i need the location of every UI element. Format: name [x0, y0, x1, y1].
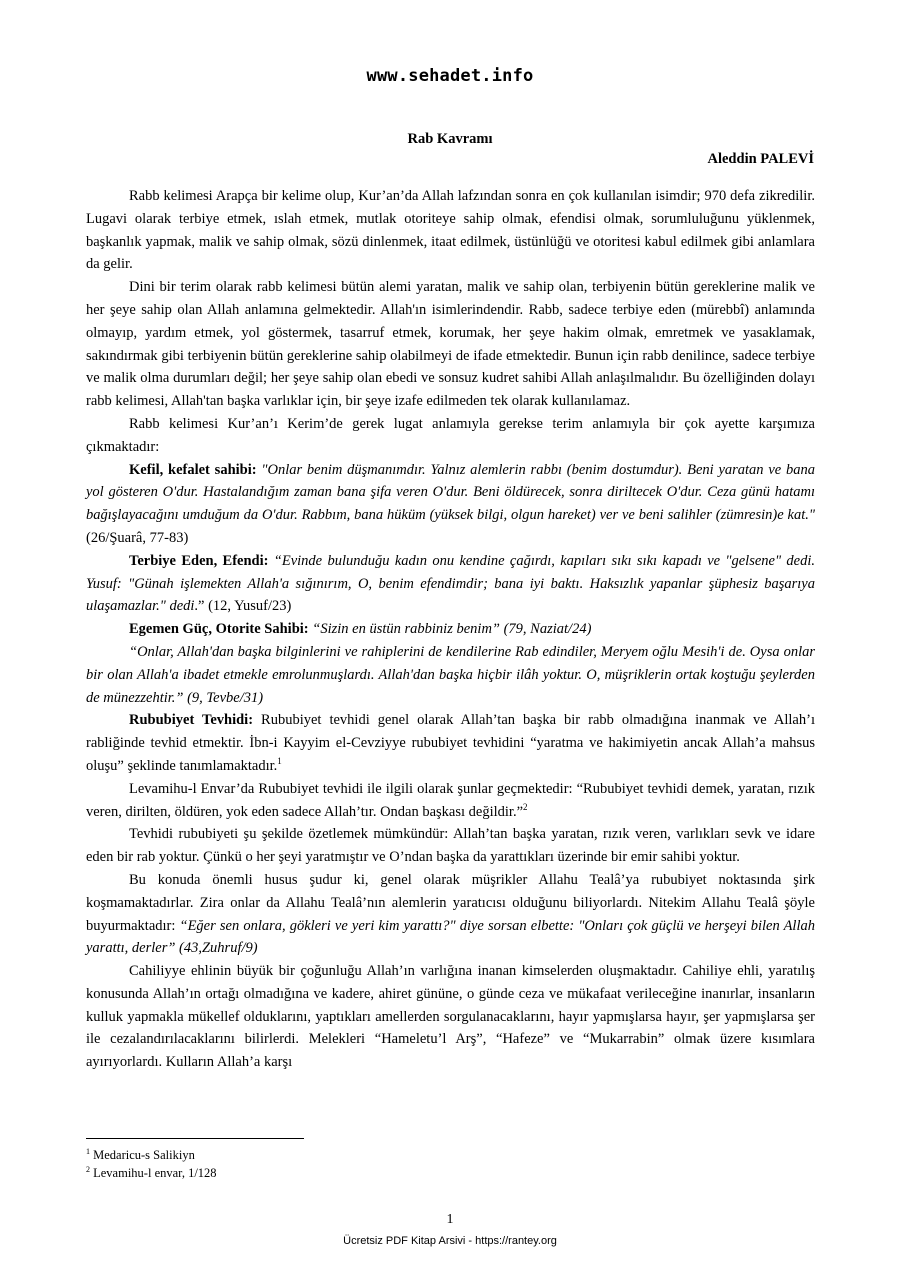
document-author: Aleddin PALEVİ — [707, 151, 814, 167]
footnote — [86, 1164, 217, 1182]
quotation: "Onlar benim düşmanımdır. Yalnız alemlerin rabbı (benim dostumdur). Beni yaratan ve bana yol gösteren O'dur. Hastalandığım zaman bana şifa veren O'dur. Beni öldürecek, sonra diriltecek O'dur. Ceza günü hatamı bağışlayacağını umduğum da O'dur. Rabbım, bana hüküm (yüksek bilgi, olgun hareket) ver ve beni salihler (zümresin)e kat." — [86, 461, 816, 524]
footnote-number: 2 — [86, 1164, 90, 1174]
paragraph — [86, 960, 815, 1074]
paragraph-heading: Kefil, kefalet sahibi: — [129, 461, 257, 478]
quotation: “Sizin en üstün rabbiniz benim” (79, Naziat/24) — [308, 621, 592, 638]
quotation: “Onlar, Allah'dan başka bilginlerini ve rahiplerini de kendilerine Rab edindiler, Meryem oğlu Mesih'i de. Oysa onlar bir olan Allah'a ibadet etmekle emrolunmuşlardı. Allah'dan başka hiçbir ilâh yoktur. O, müşriklerin ortak koştuğu şeylerden de münezzehtir.” (9, Tevbe/31) — [86, 643, 815, 706]
page-number: 1 — [446, 1212, 454, 1227]
paragraph-text: Rabb kelimesi Kur’an’ı Kerim’de gerek lugat anlamıyla gerekse terim anlamıyla bir çok ayette karşımıza çıkmaktadır: — [86, 415, 815, 455]
citation: .” (12, Yusuf/23) — [194, 598, 292, 615]
paragraph-heading: Rububiyet Tevhidi: — [129, 712, 254, 729]
quotation: “Evinde bulunduğu kadın onu kendine çağırdı, kapıları sıkı sıkı kapadı ve "gelsene" dedi. Yusuf: "Günah işlemekten Allah'a sığınırım, O, benim efendimdir; bana iyi baktı. Haksızlık yapanlar şüphesiz başarıya ulaşamazlar." dedi — [86, 552, 815, 615]
paragraph — [86, 185, 815, 276]
body-text — [86, 185, 815, 1074]
paragraph — [86, 823, 815, 869]
footnote-text: Medaricu-s Salikiyn — [90, 1148, 195, 1162]
paragraph-text: Dini bir terim olarak rabb kelimesi bütün alemi yaratan, malik ve sahip olan, terbiyenin bütün gereklerine malik ve her şeye sahip olan Allah anlamına gelmektedir. Allah'ın isimlerindendir. Rabb, sadece terbiye eden (mürebbî) anlamında olmayıp, yardım etmek, yol göstermek, tasarruf etmek, korumak, her şeye hakim olmak, emretmek ve yasaklamak, sakındırmak gibi terbiyenin bütün gereklerine sahip olabilmeyi de ifade etmektedir. Bunun için rabb denilince, sadece terbiye ve malik olma durumları değil; her şeye sahip olan ebedi ve sonsuz kudret sahibi Allah anlaşılmalıdır. Bu özelliğinden dolayı rabb kelimesi, Allah'tan başka varlıklar için, bir şeye izafe edilmeden tek olarak kullanılamaz. — [86, 279, 815, 410]
paragraph-heading: Egemen Güç, Otorite Sahibi: — [129, 621, 309, 638]
paragraph — [86, 709, 815, 777]
paragraph — [86, 413, 815, 459]
footnotes — [86, 1146, 217, 1182]
paragraph — [86, 618, 815, 641]
paragraph — [86, 869, 815, 960]
paragraph-text: Bu konuda önemli husus şudur ki, genel olarak müşrikler Allahu Tealâ’ya rububiyet noktasında şirk koşmamaktadırlar. Zira onlar da Allahu Tealâ’nın alemlerin yaratıcısı olduğunu biliyorlardı. Nitekim Allahu Tealâ şöyle buyurmaktadır: — [86, 871, 815, 934]
page-footer: Ücretsiz PDF Kitap Arsivi - https://rantey.org — [343, 1235, 557, 1247]
citation: (26/Şuarâ, 77-83) — [86, 529, 189, 546]
footnote-ref: 1 — [277, 756, 282, 767]
paragraph — [86, 641, 815, 709]
quotation: “Eğer sen onlara, gökleri ve yeri kim yarattı?" diye sorsan elbette: "Onları çok güçlü ve herşeyi bilen Allah yarattı, derler” (43,Zuhruf/9) — [86, 917, 815, 957]
paragraph — [86, 550, 815, 618]
paragraph — [86, 276, 815, 413]
paragraph — [86, 778, 815, 824]
paragraph-text: Levamihu-l Envar’da Rububiyet tevhidi ile ilgili olarak şunlar geçmektedir: “Rububiyet tevhidi demek, yaratan, rızık veren, dirilten, öldüren, yok eden sadece Allah’tır. Ondan başkası değildir.” — [86, 780, 815, 820]
site-header: www.sehadet.info — [366, 66, 534, 86]
footnote-number: 1 — [86, 1146, 90, 1156]
paragraph-text: Cahiliyye ehlinin büyük bir çoğunluğu Allah’ın varlığına inanan kimselerden oluşmaktadır. Cahiliye ehli, yaratılış konusunda Allah’ın ortağı olmadığına ve kadere, ahiret gününe, o günde ceza ve mükafaat verileceğine inanırlar, insanların kulluk yapmakla mükellef olduklarını, yaptıkları amellerden sorgulanacaklarını, hayır yapmışlarsa hayır, şer yapmışlarsa şer ile cezalandırılacaklarını bilirlerdi. Melekleri “Hameletu’l Arş”, “Hafeze” ve “Mukarrabin” olmak üzere kısımlara ayırıyorlardı. Kulların Allah’a karşı — [86, 963, 815, 1071]
paragraph-text: Tevhidi rububiyeti şu şekilde özetlemek mümkündür: Allah’tan başka yaratan, rızık veren, varlıkları sevk ve idare eden bir rab yoktur. Çünkü o her şeyi yaratmıştır ve O’ndan başka da yarattıkları üzerinde bir emir sahibi yoktur. — [86, 826, 815, 866]
paragraph-text: Rububiyet tevhidi genel olarak Allah’tan başka bir rabb olmadığına inanmak ve Allah’ı rabliğinde tevhid etmektir. İbn-i Kayyim el-Cevziyye rububiyet tevhidini “yaratma ve hakimiyetin ancak Allah’a mahsus oluşu” şeklinde tanımlamaktadır. — [86, 712, 815, 774]
footnote-ref: 2 — [523, 801, 528, 812]
paragraph-heading: Terbiye Eden, Efendi: — [129, 552, 269, 569]
paragraph-text: Rabb kelimesi Arapça bir kelime olup, Kur’an’da Allah lafzından sonra en çok kullanılan isimdir; 970 defa zikredilir. Lugavi olarak terbiye etmek, ıslah etmek, mutlak otoriteye sahip olmak, efendisi olmak, sorumluluğunu yüklenmek, başkanlık yapmak, malik ve sahip olmak, sözü dinlenmek, itaat edilmek, üstünlüğü ve otoritesi kabul edilmek gibi anlamlara da gelir. — [86, 188, 815, 273]
footnote — [86, 1146, 217, 1164]
footnote-text: Levamihu-l envar, 1/128 — [90, 1166, 217, 1180]
footnote-divider — [86, 1138, 304, 1139]
document-title: Rab Kavramı — [407, 131, 493, 147]
paragraph — [86, 459, 815, 550]
